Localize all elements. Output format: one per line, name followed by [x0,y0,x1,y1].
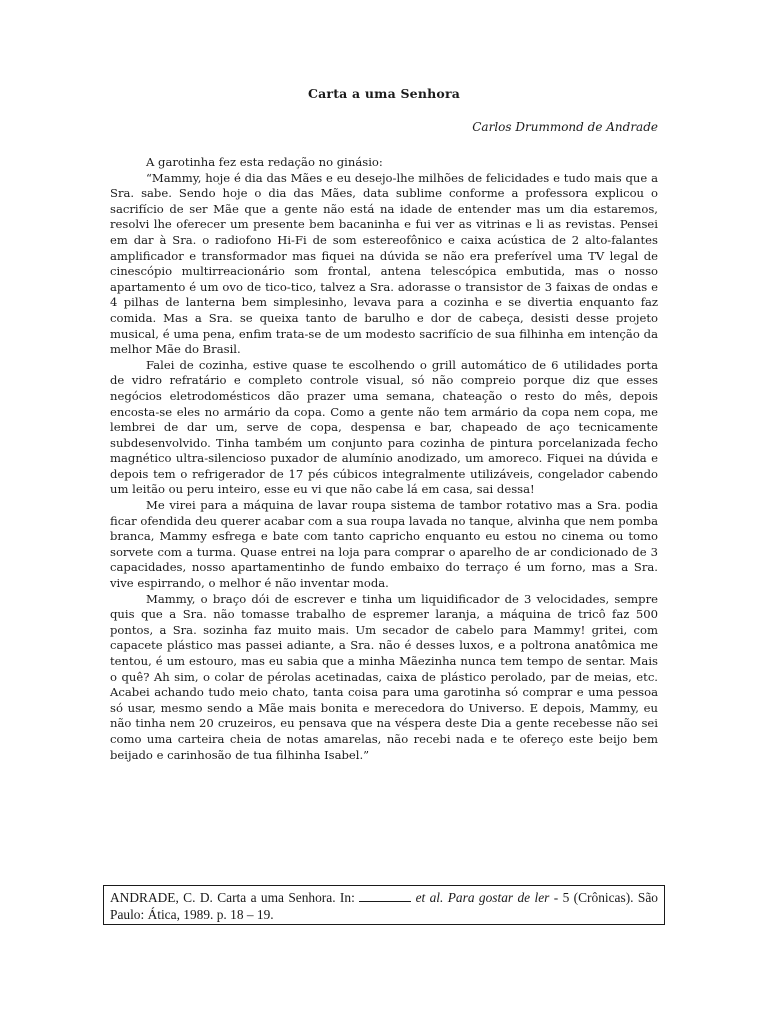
citation-blank-line [359,890,411,902]
paragraph: “Mammy, hoje é dia das Mães e eu desejo-lhe milhões de felicidades e tudo mais que a Sra. sabe. Sendo hoje o dia das Mães, data sublime conforme a professora explicou o sacrifício de ser Mãe que a gente não está na idade de entender mas um dia estaremos, resolvi lhe oferecer um presente bem bacaninha e fui ver as vitrinas e li as revistas. Pensei em dar à Sra. o radiofono Hi-Fi de som estereofônico e caixa acústica de 2 alto-falantes amplificador e transformador mas fiquei na dúvida se não era preferível uma TV legal de cinescópio multirreacionário som frontal, antena telescópica embutida, mas o nosso apartamento é um ovo de tico-tico, talvez a Sra. adorasse o transistor de 3 faixas de ondas e 4 pilhas de lanterna bem simplesinho, levava para a cozinha e se divertia enquanto faz comida. Mas a Sra. se queixa tanto de barulho e dor de cabeça, desisti desse projeto musical, é uma pena, enfim trata-se de um modesto sacrifício de sua filhinha em intenção da melhor Mãe do Brasil. [110,170,658,357]
citation-box [103,885,665,925]
document-body [110,155,658,763]
document-title: Carta a uma Senhora [307,86,461,101]
paragraph: Me virei para a máquina de lavar roupa sistema de tambor rotativo mas a Sra. podia ficar ofendida deu querer acabar com a sua roupa lavada no tanque, alvinha que nem pomba branca, Mammy esfrega e bate com tanto capricho enquanto eu estou no cinema ou tomo sorvete com a turma. Quase entrei na loja para comprar o aparelho de ar condicionado de 3 capacidades, nosso apartamentinho de fundo embaixo do terraço é um forno, mas a Sra. vive espirrando, o melhor é não inventar moda. [110,498,658,591]
citation-suffix: - 5 (Crônicas). São Paulo: Ática, 1989. p. 18 – 19. [110,890,658,922]
document-author: Carlos Drummond de Andrade [472,120,658,134]
paragraph: A garotinha fez esta redação no ginásio: [146,155,383,169]
paragraph: Mammy, o braço dói de escrever e tinha um liquidificador de 3 velocidades, sempre quis que a Sra. não tomasse trabalho de espremer laranja, a máquina de tricô faz 500 pontos, a Sra. sozinha faz muito mais. Um secador de cabelo para Mammy! gritei, com capacete plástico mas passei adiante, a Sra. não é desses luxos, e a poltrona anatômica me tentou, é um estouro, mas eu sabia que a minha Mãezinha nunca tem tempo de sentar. Mais o quê? Ah sim, o colar de pérolas acetinadas, caixa de plástico perolado, par de meias, etc. Acabei achando tudo meio chato, tanta coisa para uma garotinha só comprar e uma pessoa só usar, mesmo sendo a Mãe mais bonita e merecedora do Universo. E depois, Mammy, eu não tinha nem 20 cruzeiros, eu pensava que na véspera deste Dia a gente recebesse não sei como uma carteira cheia de notas amarelas, não recebi nada e te ofereço este beijo bem beijado e carinhosão de tua filhinha Isabel.” [110,591,658,762]
citation-prefix: ANDRADE, C. D. Carta a uma Senhora. In: [110,890,355,905]
citation-italic: et al. Para gostar de ler [415,890,550,905]
paragraph: Falei de cozinha, estive quase te escolhendo o grill automático de 6 utilidades porta de vidro refratário e completo controle visual, só não compreio porque diz que esses negócios eletrodomésticos dão prazer uma semana, chateação o resto do mês, depois encosta-se eles no armário da copa. Como a gente não tem armário da copa nem copa, me lembrei de dar um, serve de copa, despensa e bar, chapeado de aço tecnicamente subdesenvolvido. Tinha também um conjunto para cozinha de pintura porcelanizada fecho magnético ultra-silencioso puxador de alumínio anodizado, um amoreco. Fiquei na dúvida e depois tem o refrigerador de 17 pés cúbicos integralmente utilizáveis, congelador cabendo um leitão ou peru inteiro, esse eu vi que não cabe lá em casa, sai dessa! [110,357,658,497]
